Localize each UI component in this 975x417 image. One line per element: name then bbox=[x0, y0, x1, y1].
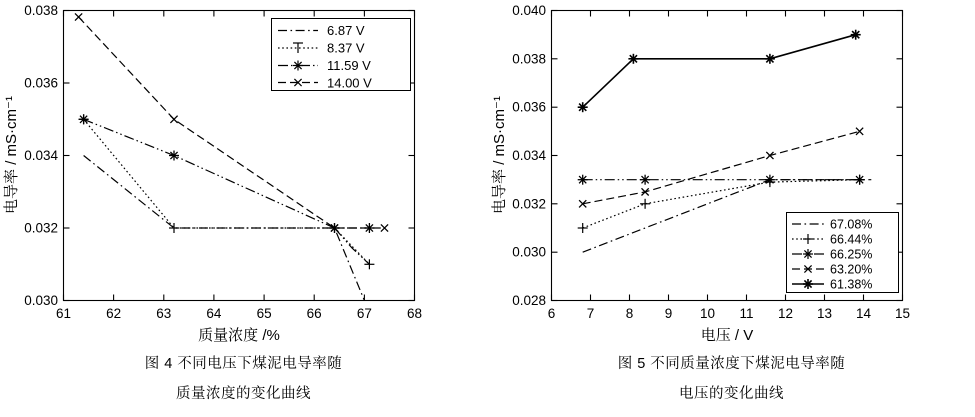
x-axis-label-fig4: 质量浓度 /% bbox=[198, 327, 280, 344]
svg-text:7: 7 bbox=[586, 306, 595, 321]
svg-text:0.034: 0.034 bbox=[512, 148, 546, 163]
svg-text:14.00 V: 14.00 V bbox=[327, 75, 372, 91]
svg-text:11.59 V: 11.59 V bbox=[327, 58, 371, 73]
figure-4 bbox=[0, 0, 487, 417]
svg-text:66: 66 bbox=[306, 306, 322, 321]
figure-5-caption-line1: 图 5 不同质量浓度下煤泥电导率随 bbox=[617, 356, 846, 372]
svg-text:62: 62 bbox=[106, 306, 122, 321]
series-fig5-66_25 bbox=[578, 175, 865, 185]
legend-fig4 bbox=[272, 19, 411, 91]
svg-text:10: 10 bbox=[699, 306, 716, 321]
series-fig4-8_37V bbox=[79, 114, 375, 269]
svg-text:0.036: 0.036 bbox=[512, 99, 546, 115]
svg-text:67: 67 bbox=[356, 306, 372, 321]
figure-5 bbox=[488, 0, 975, 417]
y-axis-ticks-fig5 bbox=[512, 3, 546, 308]
svg-text:13: 13 bbox=[816, 306, 833, 321]
series-fig4-6_87V bbox=[84, 156, 365, 301]
series-fig4-11_59V bbox=[79, 114, 375, 246]
svg-text:0.034: 0.034 bbox=[24, 148, 58, 163]
svg-text:0.038: 0.038 bbox=[512, 51, 546, 67]
y-axis-label-fig5: 电导率 / mS·cm⁻¹ bbox=[491, 96, 508, 214]
svg-text:66.44%: 66.44% bbox=[830, 232, 873, 247]
x-axis-ticks-fig5 bbox=[548, 306, 910, 321]
svg-text:63.20%: 63.20% bbox=[830, 262, 873, 277]
svg-text:9: 9 bbox=[664, 306, 673, 321]
x-axis-ticks-fig4 bbox=[56, 306, 422, 321]
svg-text:61.38%: 61.38% bbox=[830, 277, 873, 292]
svg-text:6.87 V: 6.87 V bbox=[327, 23, 365, 38]
svg-text:64: 64 bbox=[206, 306, 222, 321]
svg-text:8: 8 bbox=[625, 306, 634, 321]
figure-5-caption-line2: 电压的变化曲线 bbox=[679, 386, 784, 402]
svg-text:0.038: 0.038 bbox=[24, 3, 58, 18]
figure-4-caption-line2: 质量浓度的变化曲线 bbox=[176, 386, 311, 402]
svg-text:66.25%: 66.25% bbox=[830, 247, 873, 262]
svg-text:0.028: 0.028 bbox=[512, 293, 546, 308]
x-axis-label-fig5: 电压 / V bbox=[700, 327, 754, 344]
svg-text:67.08%: 67.08% bbox=[830, 217, 873, 232]
svg-text:6: 6 bbox=[547, 306, 556, 321]
svg-text:8.37 V: 8.37 V bbox=[327, 40, 365, 56]
legend-labels-fig5 bbox=[830, 218, 872, 292]
y-axis-ticks-fig4 bbox=[24, 3, 58, 308]
series-fig5-61_38 bbox=[578, 30, 861, 113]
svg-text:0.040: 0.040 bbox=[512, 3, 546, 18]
svg-text:11: 11 bbox=[739, 306, 754, 321]
svg-text:0.032: 0.032 bbox=[24, 220, 58, 236]
svg-text:65: 65 bbox=[256, 306, 272, 321]
svg-text:0.032: 0.032 bbox=[512, 196, 546, 212]
y-axis-label-fig4: 电导率 / mS·cm⁻¹ bbox=[3, 96, 20, 214]
svg-text:0.030: 0.030 bbox=[24, 293, 58, 308]
svg-text:63: 63 bbox=[156, 306, 172, 321]
svg-text:15: 15 bbox=[894, 306, 911, 321]
series-fig5-63_20 bbox=[579, 128, 863, 208]
svg-text:61: 61 bbox=[55, 306, 72, 321]
figure-4-caption-line1: 图 4 不同电压下煤泥电导率随 bbox=[144, 356, 343, 372]
chart-fig4 bbox=[0, 0, 487, 345]
chart-fig5 bbox=[488, 0, 975, 345]
svg-text:0.036: 0.036 bbox=[24, 75, 58, 91]
svg-text:14: 14 bbox=[855, 306, 872, 321]
svg-text:68: 68 bbox=[406, 306, 423, 321]
svg-text:0.030: 0.030 bbox=[512, 244, 546, 260]
legend-fig5 bbox=[787, 213, 899, 293]
svg-text:12: 12 bbox=[777, 306, 794, 321]
